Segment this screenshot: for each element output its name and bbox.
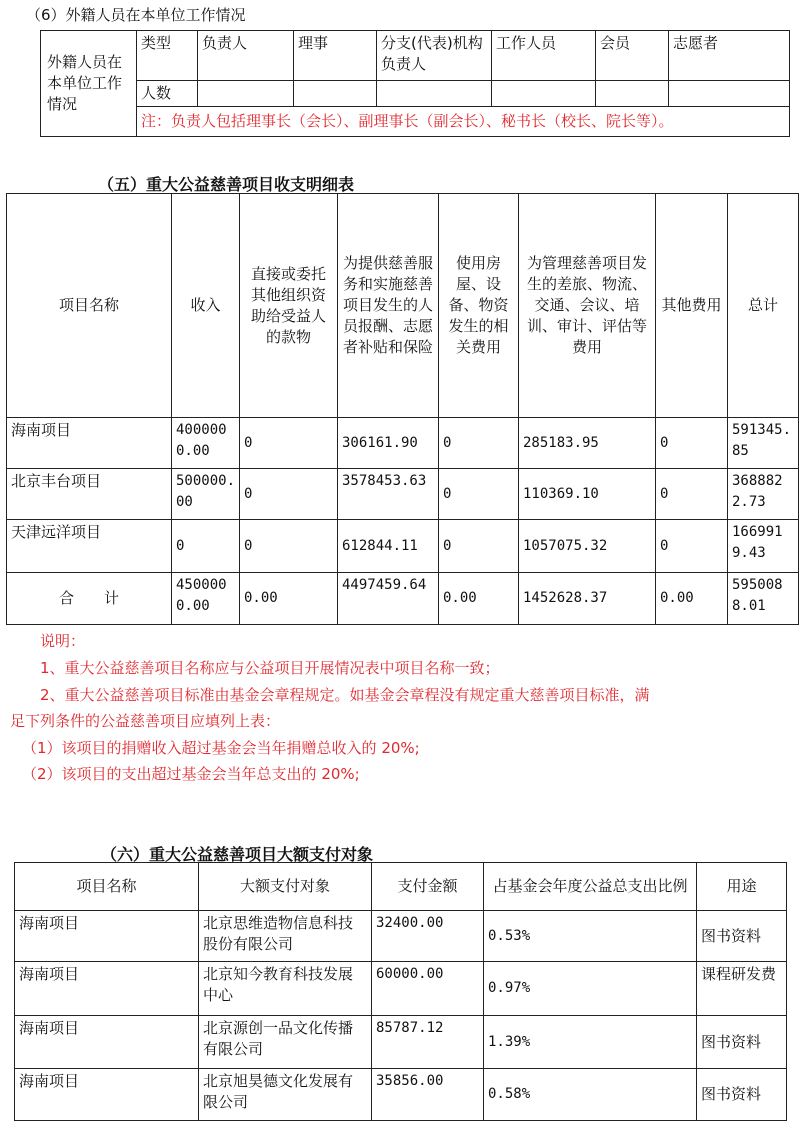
usage: 图书资料 xyxy=(697,1016,787,1069)
table-row xyxy=(15,962,787,1016)
note-line-3: （1）该项目的捐赠收入超过基金会当年捐赠总收入的 20%; xyxy=(22,739,420,757)
facility-cost: 0 xyxy=(439,469,519,520)
usage: 图书资料 xyxy=(697,1069,787,1121)
header-staff-cost: 为提供慈善服务和实施慈善项目发生的人员报酬、志愿者补贴和保险 xyxy=(338,194,439,418)
table-row xyxy=(7,469,799,520)
admin-cost: 110369.10 xyxy=(519,469,656,520)
grant: 0.00 xyxy=(240,573,338,625)
foreign-note: 注：负责人包括理事长（会长）、副理事长（副会长）、秘书长（校长、院长等）。 xyxy=(137,107,790,137)
ratio: 0.58% xyxy=(484,1069,697,1121)
payee: 北京源创一品文化传播有限公司 xyxy=(199,1016,372,1069)
header-project: 项目名称 xyxy=(15,863,199,911)
total: 5950088.01 xyxy=(728,573,799,625)
total: 3688822.73 xyxy=(728,469,799,520)
payee: 北京思维造物信息科技股份有限公司 xyxy=(199,911,372,962)
header-grant: 直接或委托其他组织资助给受益人的款物 xyxy=(240,194,338,418)
count-cell xyxy=(377,81,492,107)
table-row xyxy=(15,1069,787,1121)
total-label: 合 计 xyxy=(7,573,172,625)
foreign-staff-table xyxy=(40,30,790,137)
header-project-name: 项目名称 xyxy=(7,194,172,418)
col-director: 理事 xyxy=(294,31,377,81)
count-label: 人数 xyxy=(137,81,198,107)
facility-cost: 0 xyxy=(439,418,519,469)
staff-cost: 3578453.63 xyxy=(338,469,439,520)
header-income: 收入 xyxy=(172,194,240,418)
note-line-1: 1、重大公益慈善项目名称应与公益项目开展情况表中项目名称一致； xyxy=(40,659,500,677)
admin-cost: 1452628.37 xyxy=(519,573,656,625)
count-cell xyxy=(596,81,669,107)
ratio: 0.53% xyxy=(484,911,697,962)
amount: 60000.00 xyxy=(372,962,484,1016)
header-ratio: 占基金会年度公益总支出比例 xyxy=(484,863,697,911)
col-head: 负责人 xyxy=(198,31,294,81)
payee: 北京知今教育科技发展中心 xyxy=(199,962,372,1016)
projects-table xyxy=(6,193,799,625)
project-name: 海南项目 xyxy=(7,418,172,469)
count-cell xyxy=(492,81,596,107)
table-row xyxy=(7,418,799,469)
notes-title: 说明： xyxy=(40,632,86,650)
project-name: 北京丰台项目 xyxy=(7,469,172,520)
table-total-row xyxy=(7,573,799,625)
income: 500000.00 xyxy=(172,469,240,520)
staff-cost: 306161.90 xyxy=(338,418,439,469)
grant: 0 xyxy=(240,469,338,520)
project-name: 天津远洋项目 xyxy=(7,520,172,573)
staff-cost: 4497459.64 xyxy=(338,573,439,625)
type-label: 类型 xyxy=(137,31,198,81)
col-staff: 工作人员 xyxy=(492,31,596,81)
header-admin-cost: 为管理慈善项目发生的差旅、物流、交通、会议、培训、审计、评估等费用 xyxy=(519,194,656,418)
total: 1669919.43 xyxy=(728,520,799,573)
other-cost: 0 xyxy=(656,469,728,520)
header-usage: 用途 xyxy=(697,863,787,911)
ratio: 1.39% xyxy=(484,1016,697,1069)
table-row xyxy=(7,520,799,573)
payment-project: 海南项目 xyxy=(15,962,199,1016)
header-payee: 大额支付对象 xyxy=(199,863,372,911)
table-row xyxy=(15,1016,787,1069)
income: 4000000.00 xyxy=(172,418,240,469)
note-line-2b: 足下列条件的公益慈善项目应填列上表： xyxy=(10,712,281,730)
header-other-cost: 其他费用 xyxy=(656,194,728,418)
ratio: 0.97% xyxy=(484,962,697,1016)
usage: 图书资料 xyxy=(697,911,787,962)
header-total: 总计 xyxy=(728,194,799,418)
amount: 35856.00 xyxy=(372,1069,484,1121)
note-line-4: （2）该项目的支出超过基金会当年总支出的 20%; xyxy=(22,765,360,783)
grant: 0 xyxy=(240,520,338,573)
other-cost: 0.00 xyxy=(656,573,728,625)
amount: 85787.12 xyxy=(372,1016,484,1069)
header-facility-cost: 使用房屋、设备、物资发生的相关费用 xyxy=(439,194,519,418)
note-line-2a: 2、重大公益慈善项目标准由基金会章程规定。如基金会章程没有规定重大慈善项目标准，满 xyxy=(40,686,650,704)
admin-cost: 1057075.32 xyxy=(519,520,656,573)
count-cell xyxy=(294,81,377,107)
other-cost: 0 xyxy=(656,520,728,573)
count-cell xyxy=(669,81,790,107)
table-row xyxy=(15,911,787,962)
payments-table xyxy=(14,862,787,1121)
projects-heading: （五）重大公益慈善项目收支明细表 xyxy=(98,175,355,194)
col-branch-head: 分支(代表)机构负责人 xyxy=(377,31,492,81)
income: 4500000.00 xyxy=(172,573,240,625)
payments-heading: （六）重大公益慈善项目大额支付对象 xyxy=(101,845,374,864)
staff-cost: 612844.11 xyxy=(338,520,439,573)
facility-cost: 0 xyxy=(439,520,519,573)
income: 0 xyxy=(172,520,240,573)
usage: 课程研发费 xyxy=(697,962,787,1016)
amount: 32400.00 xyxy=(372,911,484,962)
facility-cost: 0.00 xyxy=(439,573,519,625)
col-member: 会员 xyxy=(596,31,669,81)
payment-project: 海南项目 xyxy=(15,1069,199,1121)
count-cell xyxy=(198,81,294,107)
total: 591345.85 xyxy=(728,418,799,469)
other-cost: 0 xyxy=(656,418,728,469)
grant: 0 xyxy=(240,418,338,469)
header-amount: 支付金额 xyxy=(372,863,484,911)
admin-cost: 285183.95 xyxy=(519,418,656,469)
foreign-row-label: 外籍人员在本单位工作情况 xyxy=(41,31,137,137)
payment-project: 海南项目 xyxy=(15,911,199,962)
payment-project: 海南项目 xyxy=(15,1016,199,1069)
payee: 北京旭昊德文化发展有限公司 xyxy=(199,1069,372,1121)
foreign-staff-heading: （6）外籍人员在本单位工作情况 xyxy=(26,6,246,24)
col-volunteer: 志愿者 xyxy=(669,31,790,81)
